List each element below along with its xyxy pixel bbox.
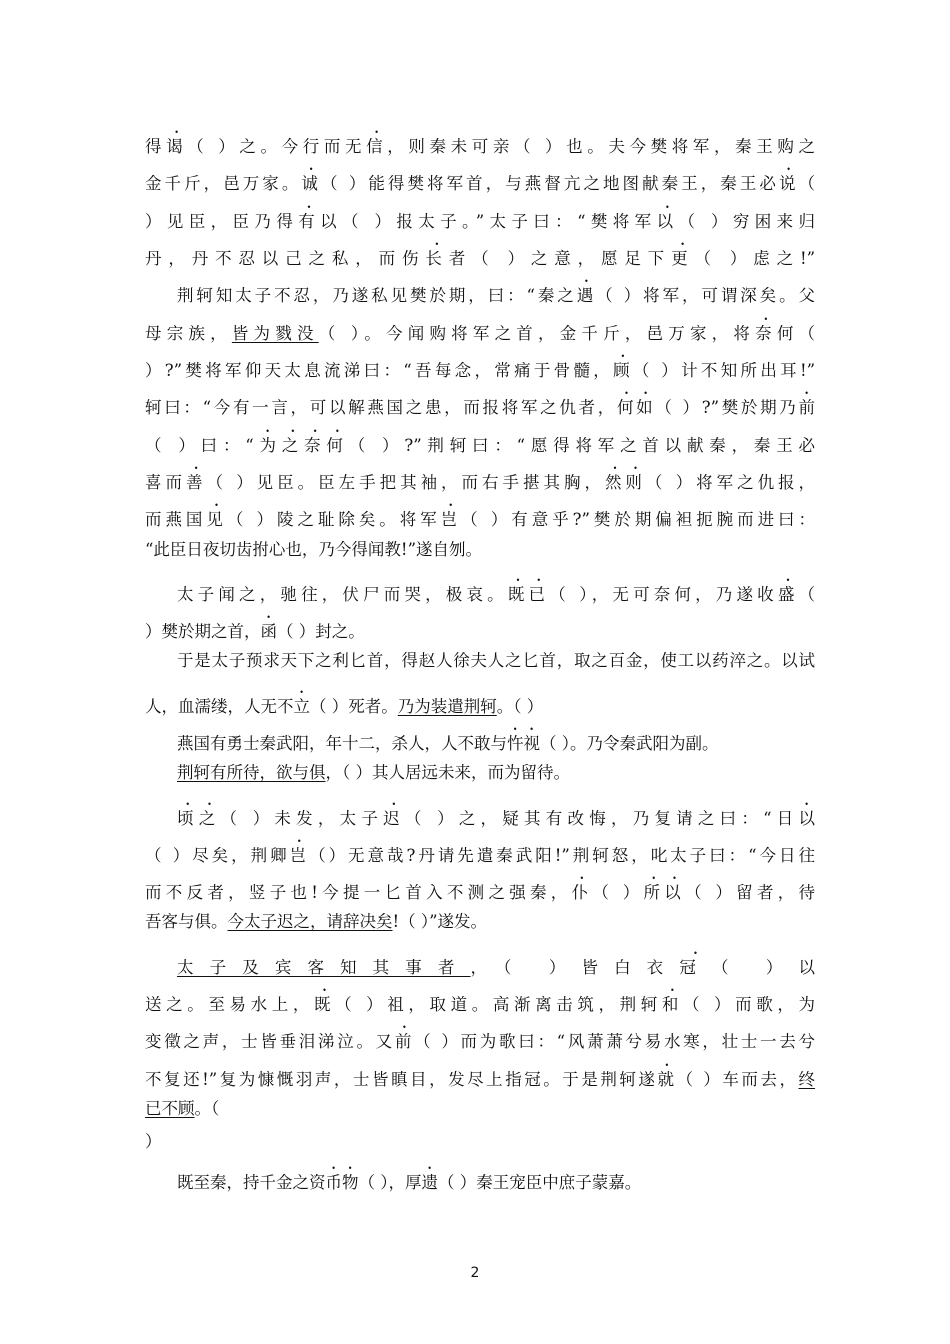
page-number: 2 (470, 1265, 480, 1281)
text-segment: （ ）有意乎?”樊於期偏袒扼腕而进曰： (461, 510, 816, 529)
emphasized-word: 既 (314, 995, 336, 1014)
text-line (177, 1164, 815, 1192)
underlined-phrase: 已不顾 (145, 1099, 195, 1118)
text-line (145, 240, 816, 268)
text-line (177, 762, 815, 784)
text-line (145, 427, 815, 455)
emphasized-word: 诚 (301, 174, 321, 193)
emphasized-word: 既已 (507, 585, 550, 604)
text-segment: 而燕国 (145, 510, 207, 529)
emphasized-word: 为之奈何 (253, 436, 349, 455)
text-segment: 荆轲知太子不忍，乃遂私见樊於期，曰：“秦之 (177, 286, 577, 305)
text-segment: ） (145, 1132, 162, 1151)
text-segment: 。（ (194, 1099, 220, 1118)
underlined-phrase: 皆为戮没 (231, 324, 319, 343)
emphasized-word: 信 (366, 137, 388, 156)
emphasized-word: 遇 (576, 286, 597, 305)
emphasized-word: 遗 (421, 1173, 438, 1192)
text-segment: （ ），无可奈何，乃遂收 (549, 585, 778, 604)
emphasized-word: 前 (798, 398, 816, 417)
text-segment: （ ），厚 (358, 1173, 422, 1192)
emphasized-word: 然则 (604, 473, 646, 492)
text-line (145, 539, 815, 561)
underlined-phrase: 太子及宾客知其事者 (177, 958, 471, 977)
text-segment: （ ）死者。 (310, 697, 398, 716)
emphasized-word: 见 (206, 510, 227, 529)
text-line (145, 315, 816, 343)
emphasized-word: 更 (671, 249, 695, 268)
emphasized-word: 有 (298, 212, 321, 231)
text-line (145, 501, 816, 529)
text-segment: （ ）秦王宠臣中庶子蒙嘉。 (438, 1173, 642, 1192)
text-line (177, 725, 815, 753)
text-segment: ）?”樊将军仰天太息流涕曰：“吾每念，常痛于骨髓， (145, 361, 614, 380)
text-segment: （ ） (592, 883, 644, 902)
text-segment: 以（ ）报太子。”太子曰：“樊将军 (320, 212, 657, 231)
emphasized-word: 冠 (679, 958, 712, 977)
text-segment: （ ）曰：“ (145, 436, 254, 455)
text-segment: 得 (145, 137, 167, 156)
emphasized-word: 岂 (440, 510, 462, 529)
text-segment: （ ）。乃令秦武阳为副。 (540, 734, 719, 753)
text-segment: “此臣日夜切齿拊心也，乃今得闻教!”遂自刎。 (145, 540, 483, 559)
text-segment: 既至秦，持千金之资 (177, 1173, 326, 1192)
emphasized-word: 以 (798, 809, 816, 828)
text-segment: （ ）之。今行而无 (187, 137, 367, 156)
text-segment: （ ）之，疑其有改悔，乃复请之曰：“日 (404, 809, 799, 828)
emphasized-word: 奈 (755, 324, 777, 343)
text-line (145, 986, 815, 1014)
emphasized-word: 就 (657, 1070, 677, 1089)
text-segment: 变徵之声，士皆垂泪涕泣。又 (145, 1032, 395, 1051)
text-line (145, 688, 815, 716)
text-segment: !（ ）”遂发。 (392, 912, 488, 931)
text-segment: 不复还!”复为慷慨羽声，士皆瞋目，发尽上指冠。于是荆轲遂 (145, 1070, 658, 1089)
emphasized-word: 前 (394, 1032, 415, 1051)
text-segment: 燕国有勇士秦武阳，年十二，杀人，人不敢与 (177, 734, 507, 753)
text-segment: 于是太子预求天下之利匕首，得赵人徐夫人之匕首，取之百金，使工以药淬之。以试 (177, 651, 815, 670)
emphasized-word: 盛 (777, 585, 799, 604)
text-segment: （ (798, 174, 816, 193)
text-segment: 者（ ）之意，愿足下 (448, 249, 672, 268)
text-segment: （ ）祖，取道。高渐离击筑，荆轲 (335, 995, 662, 1014)
text-segment: （ ）而歌，为 (683, 995, 815, 1014)
emphasized-word: 迟 (383, 809, 405, 828)
text-line (145, 165, 816, 193)
text-segment: 太子闻之，驰往，伏尸而哭，极哀。 (177, 585, 508, 604)
text-segment: 丹，丹不忍以己之私，而伤 (145, 249, 426, 268)
text-line (145, 613, 815, 641)
text-line (145, 464, 816, 492)
text-segment: 送之。至易水上， (145, 995, 314, 1014)
emphasized-word: 以 (656, 212, 679, 231)
text-segment: ，则秦未可亲（ ）也。夫今樊将军，秦王购之 (387, 137, 815, 156)
text-segment: ）见臣，臣乃得 (145, 212, 299, 231)
text-line (145, 203, 816, 231)
text-line (145, 1061, 816, 1089)
text-line (145, 1098, 815, 1120)
text-segment: （ ）以 (711, 958, 816, 977)
underlined-phrase: 终 (798, 1070, 816, 1089)
text-line (177, 277, 816, 305)
emphasized-word: 和 (661, 995, 683, 1014)
emphasized-word: 忤视 (507, 734, 540, 753)
text-line (145, 128, 815, 156)
text-segment: （ ）将军之仇报， (645, 473, 816, 492)
text-segment: 母宗族， (145, 324, 232, 343)
underlined-phrase: 荆轲有所待，欲与俱 (177, 763, 326, 782)
text-segment: 而不反者，竖子也!今提一匕首入不测之强秦， (145, 883, 572, 902)
emphasized-word: 顷之 (177, 809, 221, 828)
text-segment: 吾客与俱。 (145, 912, 228, 931)
underlined-phrase: 乃为装遣荆轲 (397, 697, 497, 716)
text-segment: （ ）将军，可谓深矣。父 (596, 286, 816, 305)
text-segment: 何（ (776, 324, 816, 343)
text-segment: ，（ ）皆白衣 (470, 958, 680, 977)
text-segment: ）樊於期之首， (145, 622, 261, 641)
emphasized-word: 所以 (643, 883, 686, 902)
text-line (145, 911, 815, 933)
emphasized-word: 何如 (616, 398, 656, 417)
text-line (177, 800, 816, 828)
text-segment: 。（ ） (496, 697, 544, 716)
emphasized-word: 说 (778, 174, 799, 193)
text-segment: 喜而 (145, 473, 186, 492)
emphasized-word: 顾 (613, 361, 633, 380)
emphasized-word: 函 (260, 622, 277, 641)
text-segment: （ ）车而去， (676, 1070, 799, 1089)
text-segment: （ ）能得樊将军首，与燕督亢之地图献秦王，秦王必 (320, 174, 779, 193)
text-line (145, 1131, 815, 1153)
emphasized-word: 仆 (571, 883, 593, 902)
emphasized-word: 善 (185, 473, 207, 492)
emphasized-word: 谒 (166, 137, 188, 156)
text-line (145, 352, 816, 380)
text-segment: （ ）?”樊於期乃 (655, 398, 799, 417)
emphasized-word: 币物 (325, 1173, 359, 1192)
text-segment: （ ）留者，待 (685, 883, 816, 902)
text-segment: （ ）计不知所出耳!” (632, 361, 816, 380)
text-segment: （ ）尽矣，荆卿 (145, 846, 290, 865)
text-segment: （ (798, 585, 816, 604)
text-segment: 人，血濡缕，人无不 (145, 697, 294, 716)
text-segment: ，（ ）其人居远未来，而为留待。 (325, 763, 570, 782)
text-segment: （ ）而为歌曰：“风萧萧兮易水寒，壮士一去兮 (414, 1032, 816, 1051)
text-segment: （ ）未发，太子 (220, 809, 384, 828)
text-segment: （）无意哉?丹请先遣秦武阳!”荆轲怒，叱太子曰：“今日往 (309, 846, 815, 865)
text-line (145, 874, 816, 902)
text-segment: 金千斤，邑万家。 (145, 174, 302, 193)
underlined-phrase: 今太子迟之，请辞决矣 (227, 912, 393, 931)
text-line (145, 389, 816, 417)
text-line (145, 1023, 816, 1051)
text-segment: （ ）。今闻购将军之首，金千斤，邑万家，将 (318, 324, 756, 343)
text-segment: （ ）见臣。臣左手把其袖，而右手揕其胸， (206, 473, 605, 492)
text-line (177, 650, 815, 672)
text-line (177, 576, 816, 604)
text-segment: 轲曰：“今有一言，可以解燕国之患，而报将军之仇者， (145, 398, 617, 417)
emphasized-word: 岂 (289, 846, 310, 865)
text-segment: （ ）穷困来归 (678, 212, 816, 231)
emphasized-word: 长 (425, 249, 449, 268)
text-segment: （ ）?”荆轲曰：“愿得将军之首以献秦，秦王必 (348, 436, 815, 455)
text-segment: （ ）虑之!” (694, 249, 816, 268)
text-segment: （ ）封之。 (277, 622, 365, 641)
text-line (177, 949, 816, 977)
emphasized-word: 立 (293, 697, 310, 716)
text-line (145, 837, 815, 865)
text-segment: （ ）陵之耻除矣。将军 (226, 510, 441, 529)
